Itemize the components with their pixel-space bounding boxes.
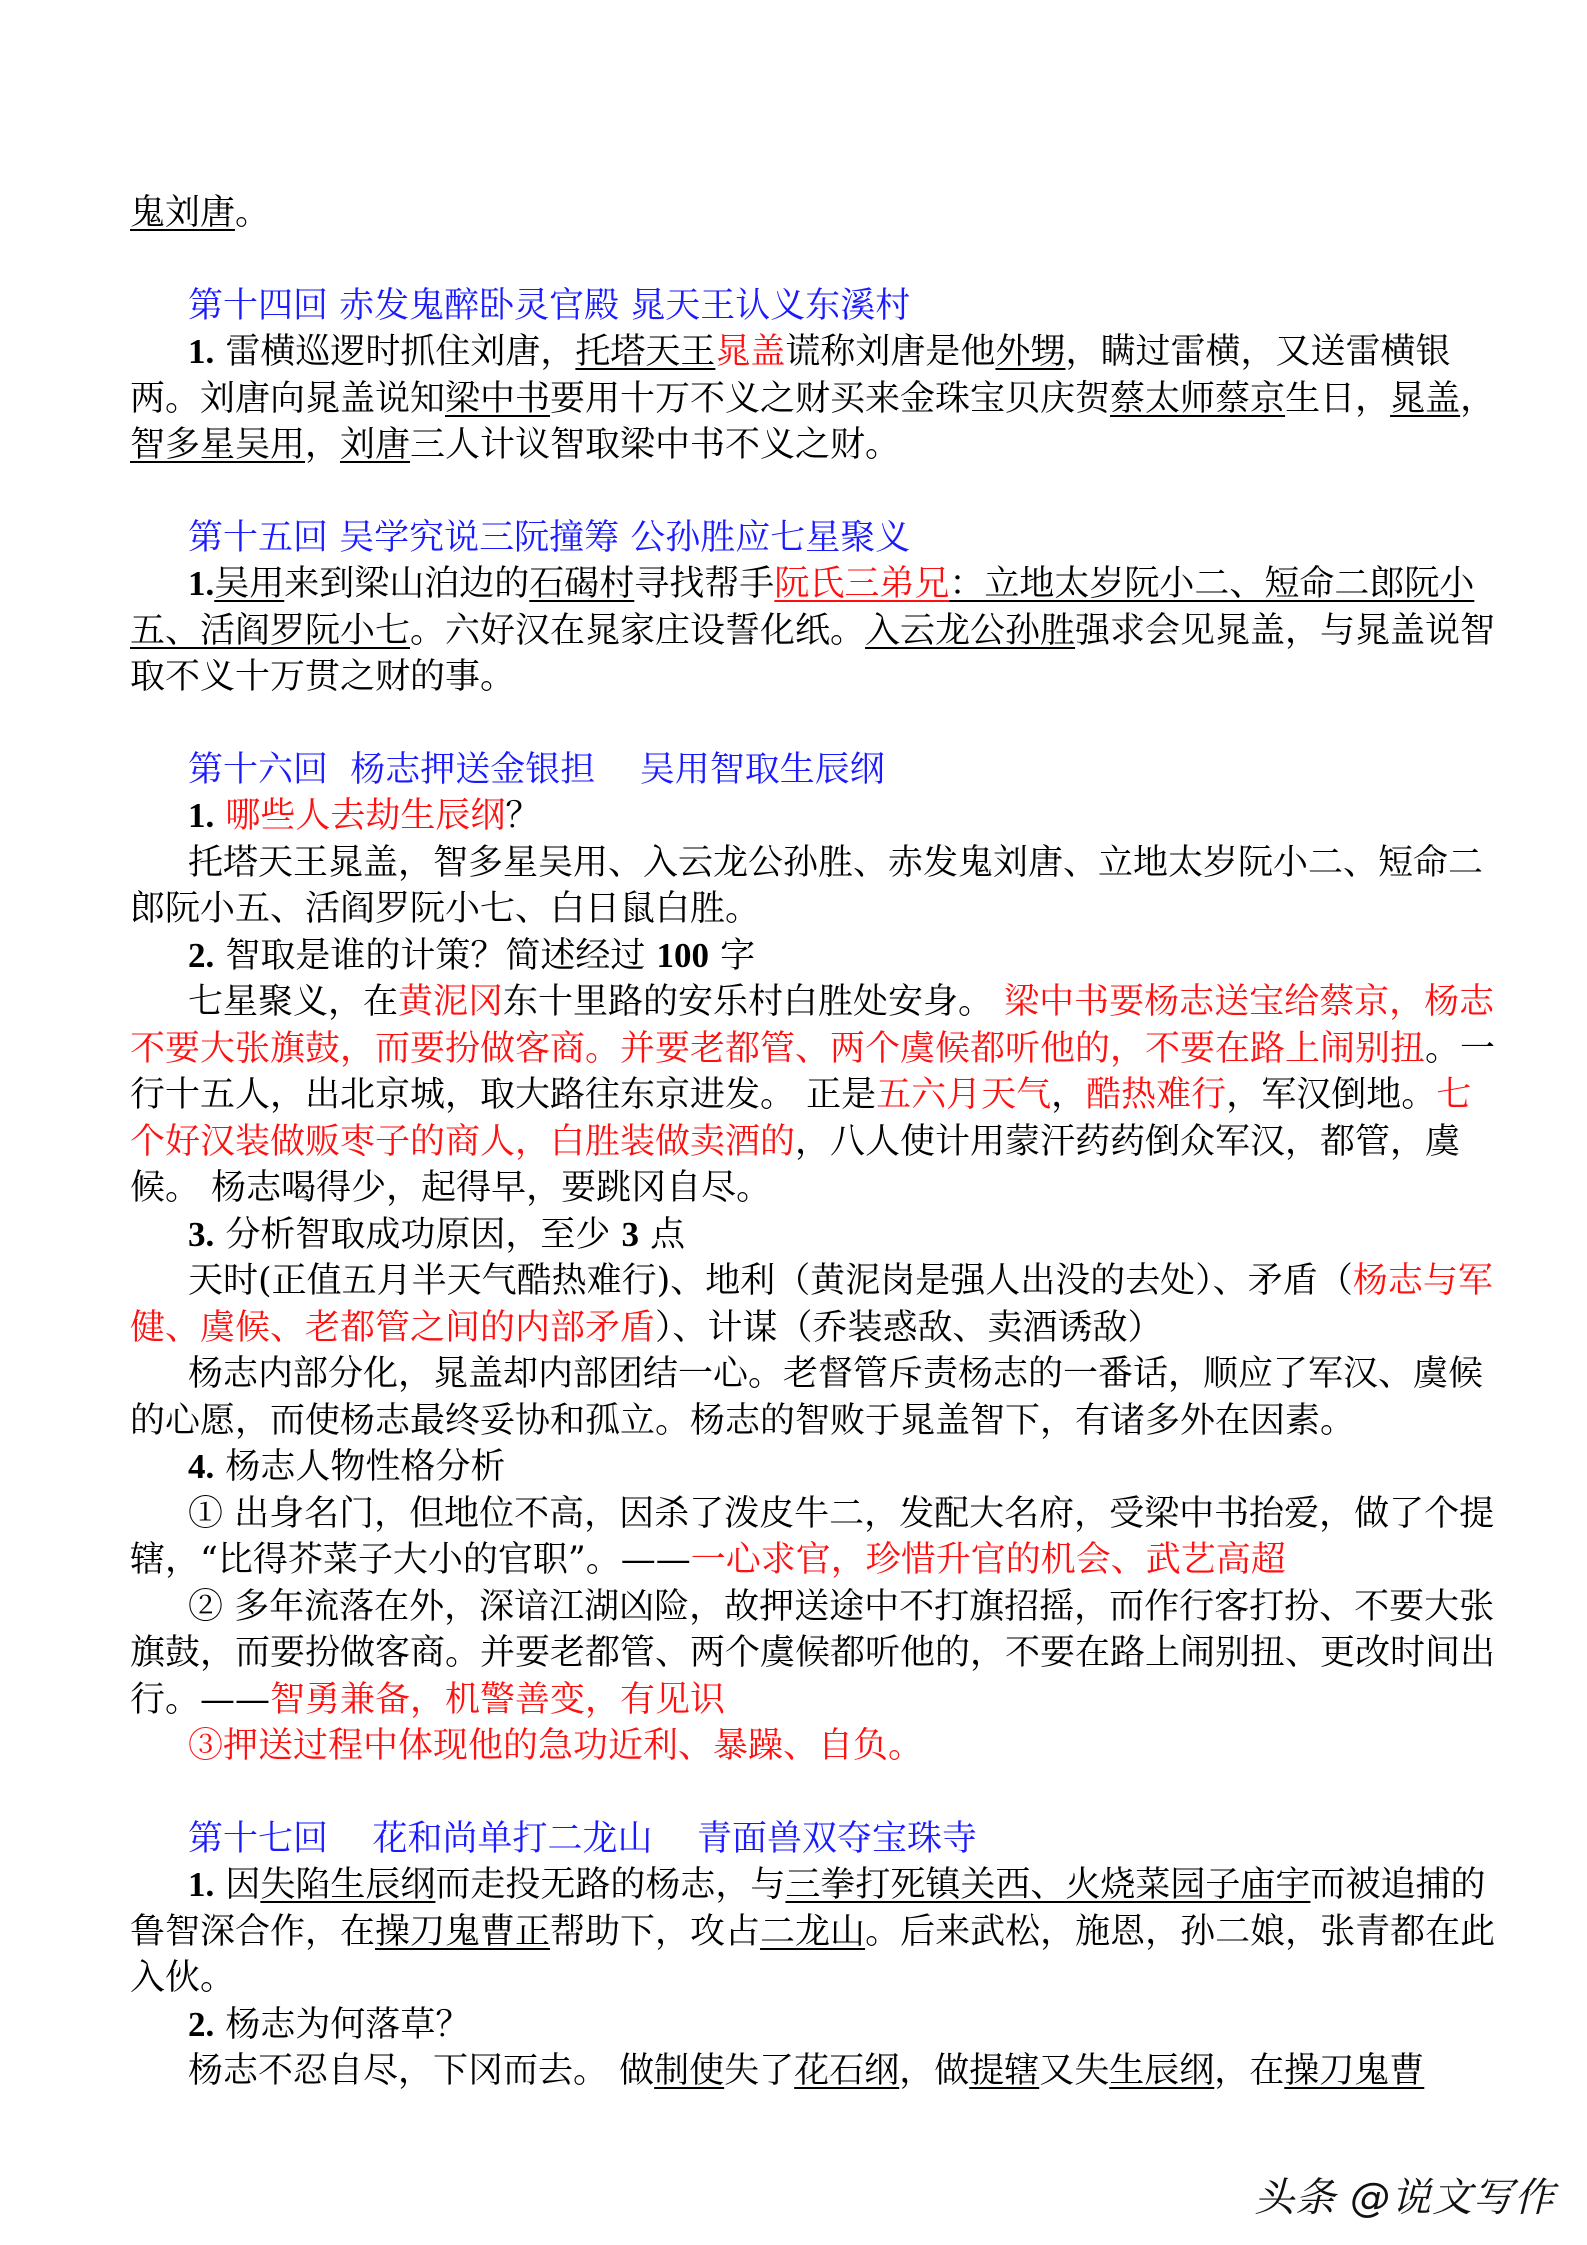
text: 。后来武松，施恩，孙二娘，张青都在此入伙。 <box>130 1911 1496 1998</box>
text: 天时(正值五月半天气酷热难行)、地利（黄泥岗是强人出没的去处）、矛盾（ <box>188 1261 1353 1301</box>
text: ，做 <box>899 2051 970 2091</box>
red-text: 酷热难行 <box>1086 1075 1227 1115</box>
red-text: 晁盖 <box>715 332 786 372</box>
red-text: 黄泥冈 <box>398 982 504 1022</box>
spacer <box>130 1770 1500 1816</box>
item-number: 2. <box>188 935 215 975</box>
text: 字 <box>709 935 756 976</box>
text: 帮助下，攻占 <box>550 1911 761 1952</box>
spacer <box>130 469 1500 515</box>
underlined-text: 操刀鬼曹正 <box>375 1911 551 1952</box>
question-2 <box>130 933 1500 980</box>
chapter-17-title: 第十七回 花和尚单打二龙山 青面兽双夺宝珠寺 <box>188 1818 978 1859</box>
chapter-17-question-1 <box>130 1862 1500 2002</box>
intro-line <box>130 190 1500 237</box>
intro-name: 鬼刘唐 <box>130 193 236 233</box>
answer-2 <box>130 979 1500 1212</box>
chapter-14-title: 第十四回 赤发鬼醉卧灵官殿 晁天王认义东溪村 <box>188 285 911 326</box>
red-text: 一心求官，珍惜升官的机会、武艺高超 <box>690 1540 1286 1580</box>
text: 而走投无路的杨志，与 <box>435 1865 786 1905</box>
underlined-text: 蔡太师蔡京 <box>1110 378 1286 419</box>
red-text: 阮氏三弟兄 <box>774 564 950 604</box>
trait-point-3: ③押送过程中体现他的急功近利、暴躁、自负。 <box>188 1726 924 1766</box>
question-1 <box>130 793 1500 840</box>
underlined-text: 三拳打死镇关西、火烧菜园子庙宇 <box>785 1865 1311 1905</box>
question-4 <box>130 1444 1500 1491</box>
text: 要用十万不义之财买来金珠宝贝庆贺 <box>550 378 1111 419</box>
spacer <box>130 237 1500 283</box>
answer-3 <box>130 1258 1500 1351</box>
text: ，军汉倒地。 <box>1226 1075 1437 1115</box>
text: 智取是谁的计策？简述经过 <box>214 935 657 976</box>
document-body <box>130 190 1500 2095</box>
text: 失了 <box>724 2051 795 2091</box>
text: ，在 <box>1214 2051 1285 2091</box>
text: ， <box>1051 1075 1087 1115</box>
text: 。六好汉在晁家庄设誓化纸。 <box>410 610 866 651</box>
text: 生日， <box>1285 378 1391 419</box>
bold-number: 100 <box>656 935 710 975</box>
text: ② 多年流落在外，深谙江湖凶险，故押送途中不打旗招摇，而作行客打扮、不要大张旗鼓，而要扮做客商。并要老都管、两个虞候都听他的，不要在路上闹别扭、更改时间出行。—— <box>130 1586 1496 1720</box>
text: 杨志为何落草？ <box>214 2004 471 2045</box>
underlined-text: 智多星吴用 <box>130 425 306 465</box>
text: 杨志不忍自尽，下冈而去。 做 <box>188 2051 655 2091</box>
text: 来到梁山泊边的 <box>284 564 530 604</box>
text: 而被追捕的鲁智深合作，在 <box>130 1865 1486 1952</box>
underlined-text: 花石纲 <box>794 2051 900 2091</box>
item-number: 1. <box>188 332 215 371</box>
chapter-16-title: 第十六回 杨志押送金银担 吴用智取生辰纲 <box>188 749 885 790</box>
answer-3-continued: 杨志内部分化，晁盖却内部团结一心。老督管斥责杨志的一番话，顺应了军汉、虞候的心愿，而使杨志最终妥协和孤立。杨志的智败于晁盖智下，有诸多外在因素。 <box>130 1354 1484 1441</box>
underlined-text: ：立地太岁阮小二、短命二郎阮小五、活阎罗阮小七 <box>130 564 1475 651</box>
underlined-text: 操刀鬼曹 <box>1284 2051 1425 2091</box>
text: ）、计谋（乔装惑敌、卖酒诱敌） <box>655 1307 1163 1348</box>
text: ① 出身名门，但地位不高，因杀了泼皮牛二，发配大名府，受梁中书抬爱，做了个提辖，“比得芥菜子大小的官职”。—— <box>130 1493 1495 1580</box>
underlined-text: 晁盖 <box>1390 378 1461 419</box>
text: 强求会见晁盖，与晁盖说智取不义十万贯之财的事。 <box>130 610 1496 697</box>
underlined-text: 石碣村 <box>529 564 635 604</box>
text: 东十里路的安乐村白胜处安身。 <box>503 982 1005 1022</box>
red-text: 梁中书要杨志送宝给蔡京，杨志不要大张旗鼓，而要扮做客商。并要老都管、两个虞候都听他的，不要在路上闹别扭 <box>130 982 1495 1069</box>
text: 杨志人物性格分析 <box>214 1447 506 1487</box>
text: 。一行十五人，出北京城，取大路往东京进发。 正是 <box>130 1028 1496 1115</box>
text: 又失 <box>1039 2051 1110 2091</box>
chapter-17-question-2 <box>130 2002 1500 2049</box>
chapter-15-para-1 <box>130 561 1500 701</box>
underlined-text: 二龙山 <box>760 1911 866 1952</box>
text: 分析智取成功原因，至少 <box>214 1214 622 1255</box>
intro-end: 。 <box>235 193 271 233</box>
red-text: 七个好汉装做贩枣子的商人，白胜装做卖酒的 <box>130 1075 1472 1162</box>
red-text: 哪些人去劫生辰纲 <box>225 796 506 836</box>
item-number: 1. <box>188 796 215 835</box>
text: 点 <box>639 1214 686 1255</box>
underlined-text: 外甥 <box>995 332 1066 372</box>
question-3 <box>130 1212 1500 1259</box>
item-number: 1. <box>188 564 215 603</box>
text: ，瞒过雷横，又送雷横银两。刘唐向晁盖说知 <box>130 332 1451 419</box>
trait-point-1 <box>130 1491 1500 1584</box>
text: ，八人使计用蒙汗药药倒众军汉，都管，虞候。 杨志喝得少，起得早，要跳冈自尽。 <box>130 1121 1461 1208</box>
text: 七星聚义，在 <box>188 982 399 1022</box>
underlined-text: 梁中书 <box>445 378 551 419</box>
item-number: 1. <box>188 1865 215 1904</box>
underlined-text: 制使 <box>654 2051 725 2091</box>
underlined-text: 刘唐 <box>340 425 411 465</box>
text: ， <box>1460 378 1496 419</box>
item-number: 3. <box>188 1214 215 1254</box>
text: 三人计议智取梁中书不义之财。 <box>410 425 901 465</box>
underlined-text: 吴用 <box>214 564 285 604</box>
text: 谎称刘唐是他 <box>785 332 996 372</box>
text: 寻找帮手 <box>634 564 775 604</box>
red-text: 智勇兼备，机警善变，有见识 <box>270 1679 726 1720</box>
chapter-14-para-1 <box>130 329 1500 469</box>
red-text: 杨志与军健、虞候、老都管之间的内部矛盾 <box>130 1261 1493 1348</box>
underlined-text: 失陷生辰纲 <box>260 1865 436 1905</box>
item-number: 4. <box>188 1447 215 1486</box>
watermark: 头条 @说文写作 <box>1254 2175 1555 2221</box>
text: 雷横巡逻时抓住刘唐， <box>214 332 576 372</box>
red-text: 五六月天气 <box>876 1075 1052 1115</box>
text: ？ <box>505 796 541 836</box>
text: ， <box>305 425 341 465</box>
text: 因 <box>214 1865 261 1905</box>
answer-1: 托塔天王晁盖，智多星吴用、入云龙公孙胜、赤发鬼刘唐、立地太岁阮小二、短命二郎阮小五、活阎罗阮小七、白日鼠白胜。 <box>130 842 1484 929</box>
item-number: 2. <box>188 2004 215 2044</box>
underlined-text: 托塔天王 <box>575 332 716 372</box>
bold-number: 3 <box>621 1214 640 1254</box>
chapter-15-title: 第十五回 吴学究说三阮撞筹 公孙胜应七星聚义 <box>188 517 911 558</box>
spacer <box>130 701 1500 747</box>
trait-point-2 <box>130 1584 1500 1724</box>
underlined-text: 提辖 <box>969 2051 1040 2091</box>
underlined-text: 入云龙公孙胜 <box>865 610 1076 651</box>
underlined-text: 生辰纲 <box>1109 2051 1215 2091</box>
chapter-17-answer-2 <box>130 2048 1500 2095</box>
